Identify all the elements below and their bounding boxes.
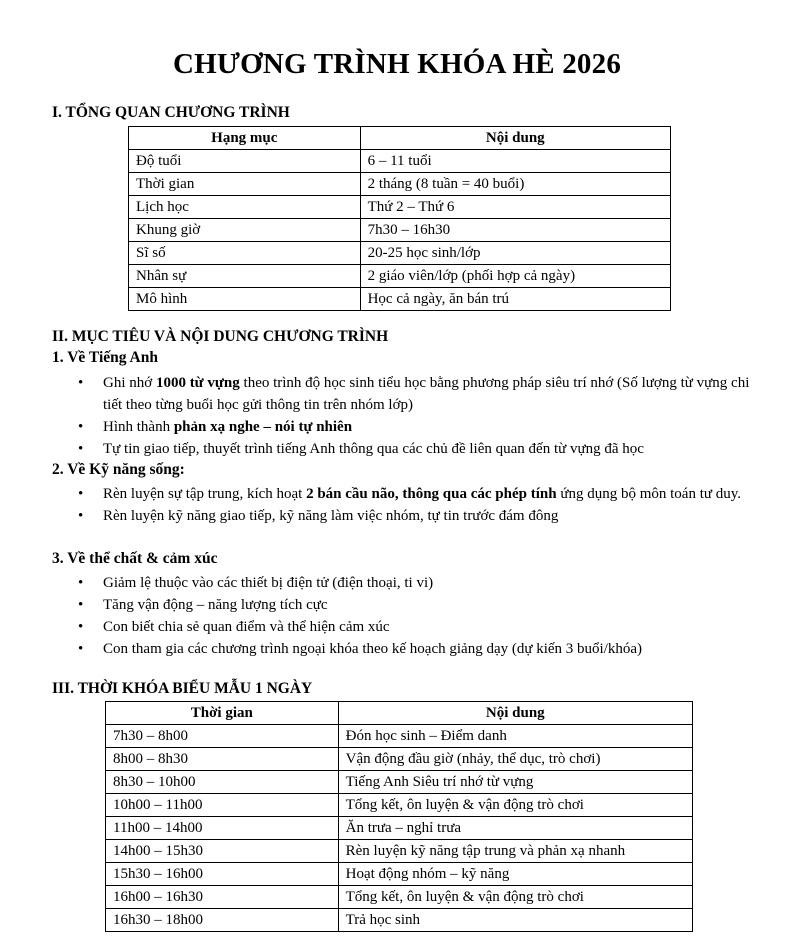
table-cell: 8h30 – 10h00 xyxy=(106,771,339,794)
table-cell: 2 giáo viên/lớp (phối hợp cả ngày) xyxy=(360,265,670,288)
table-cell: 14h00 – 15h30 xyxy=(106,840,339,863)
overview-table-header xyxy=(129,127,671,150)
physical-emotional-subheading: 3. Về thể chất & cảm xúc xyxy=(52,550,218,567)
table-cell: Ăn trưa – nghỉ trưa xyxy=(338,817,692,840)
table-cell: Tổng kết, ôn luyện & vận động trò chơi xyxy=(338,794,692,817)
list-item xyxy=(78,638,758,660)
list-item-text: Rèn luyện sự tập trung, kích hoạt xyxy=(103,486,307,502)
list-item-text: Giảm lệ thuộc vào các thiết bị điện tử (điện thoại, ti vi) xyxy=(103,575,434,591)
table-cell: Thời gian xyxy=(129,173,361,196)
table-row xyxy=(129,265,671,288)
life-skills-subheading: 2. Về Kỹ năng sống: xyxy=(52,461,185,478)
table-cell: Tiếng Anh Siêu trí nhớ từ vựng xyxy=(338,771,692,794)
list-item xyxy=(78,594,758,616)
overview-header-content: Nội dung xyxy=(360,127,670,150)
table-row xyxy=(129,196,671,219)
list-item-emphasis: 1000 từ vựng xyxy=(155,375,240,391)
table-cell: Tổng kết, ôn luyện & vận động trò chơi xyxy=(338,886,692,909)
list-item xyxy=(78,505,758,527)
section-2-heading: II. MỤC TIÊU VÀ NỘI DUNG CHƯƠNG TRÌNH xyxy=(52,328,389,345)
table-row xyxy=(106,840,693,863)
table-row xyxy=(129,242,671,265)
table-cell: Thứ 2 – Thứ 6 xyxy=(360,196,670,219)
table-cell: 6 – 11 tuổi xyxy=(360,150,670,173)
life-skills-list xyxy=(78,483,758,527)
list-item-text: Con tham gia các chương trình ngoại khóa theo kế hoạch giảng dạy (dự kiến 3 buổi/khóa) xyxy=(103,641,643,657)
table-row xyxy=(129,288,671,311)
table-cell: Khung giờ xyxy=(129,219,361,242)
table-cell: Mô hình xyxy=(129,288,361,311)
list-item xyxy=(78,372,758,416)
table-cell: 7h30 – 8h00 xyxy=(106,725,339,748)
table-cell: Vận động đầu giờ (nhảy, thể dục, trò chơi) xyxy=(338,748,692,771)
list-item-text: Tăng vận động – năng lượng tích cực xyxy=(103,597,328,613)
english-goals-list xyxy=(78,372,758,460)
table-row xyxy=(106,863,693,886)
section-3-heading: III. THỜI KHÓA BIỂU MẪU 1 NGÀY xyxy=(52,680,313,697)
list-item-text: Hình thành xyxy=(103,419,174,435)
table-row xyxy=(129,150,671,173)
list-item xyxy=(78,483,758,505)
schedule-header-content: Nội dung xyxy=(338,702,692,725)
english-subheading: 1. Về Tiếng Anh xyxy=(52,349,158,366)
table-cell: 10h00 – 11h00 xyxy=(106,794,339,817)
list-item-text: Tự tin giao tiếp, thuyết trình tiếng Anh thông qua các chủ đề liên quan đến từ vựng đã học xyxy=(103,441,644,457)
list-item xyxy=(78,572,758,594)
table-cell: 20-25 học sinh/lớp xyxy=(360,242,670,265)
overview-table xyxy=(128,126,671,311)
list-item-text: ứng dụng bộ môn toán tư duy. xyxy=(556,486,742,502)
table-cell: Lịch học xyxy=(129,196,361,219)
table-cell: Nhân sự xyxy=(129,265,361,288)
table-cell: Đón học sinh – Điểm danh xyxy=(338,725,692,748)
list-item-text: Rèn luyện kỹ năng giao tiếp, kỹ năng làm việc nhóm, tự tin trước đám đông xyxy=(103,508,559,524)
table-row xyxy=(106,817,693,840)
daily-schedule-table xyxy=(105,701,693,932)
section-1-heading: I. TỔNG QUAN CHƯƠNG TRÌNH xyxy=(52,104,290,121)
table-row xyxy=(106,725,693,748)
overview-header-category: Hạng mục xyxy=(129,127,361,150)
table-row xyxy=(106,771,693,794)
list-item-text: Ghi nhớ xyxy=(103,375,156,391)
table-row xyxy=(106,748,693,771)
table-row xyxy=(129,173,671,196)
table-cell: 7h30 – 16h30 xyxy=(360,219,670,242)
table-cell: Học cả ngày, ăn bán trú xyxy=(360,288,670,311)
table-cell: 16h30 – 18h00 xyxy=(106,909,339,932)
schedule-table-header xyxy=(106,702,693,725)
table-cell: 15h30 – 16h00 xyxy=(106,863,339,886)
list-item xyxy=(78,438,758,460)
list-item-emphasis: 2 bán cầu não, thông qua các phép tính xyxy=(306,486,557,502)
table-row xyxy=(129,219,671,242)
schedule-header-time: Thời gian xyxy=(106,702,339,725)
table-cell: 16h00 – 16h30 xyxy=(106,886,339,909)
table-row xyxy=(106,794,693,817)
document-title: CHƯƠNG TRÌNH KHÓA HÈ 2026 xyxy=(172,48,622,80)
list-item-text: Con biết chia sẻ quan điểm và thể hiện cảm xúc xyxy=(103,619,390,635)
table-cell: Độ tuổi xyxy=(129,150,361,173)
table-cell: Trả học sinh xyxy=(338,909,692,932)
physical-emotional-list xyxy=(78,572,758,660)
list-item-emphasis: phản xạ nghe – nói tự nhiên xyxy=(173,419,353,435)
table-cell: 2 tháng (8 tuần = 40 buổi) xyxy=(360,173,670,196)
list-item-text: theo trình độ học sinh tiểu học bằng phương pháp siêu trí nhớ (Số lượng từ vựng chi tiết theo từng buổi học gửi thông tin trên nhóm lớp) xyxy=(103,375,750,413)
table-row xyxy=(106,909,693,932)
table-cell: 11h00 – 14h00 xyxy=(106,817,339,840)
list-item xyxy=(78,616,758,638)
table-row xyxy=(106,886,693,909)
table-cell: 8h00 – 8h30 xyxy=(106,748,339,771)
table-cell: Hoạt động nhóm – kỹ năng xyxy=(338,863,692,886)
table-cell: Rèn luyện kỹ năng tập trung và phản xạ nhanh xyxy=(338,840,692,863)
table-cell: Sĩ số xyxy=(129,242,361,265)
list-item xyxy=(78,416,758,438)
